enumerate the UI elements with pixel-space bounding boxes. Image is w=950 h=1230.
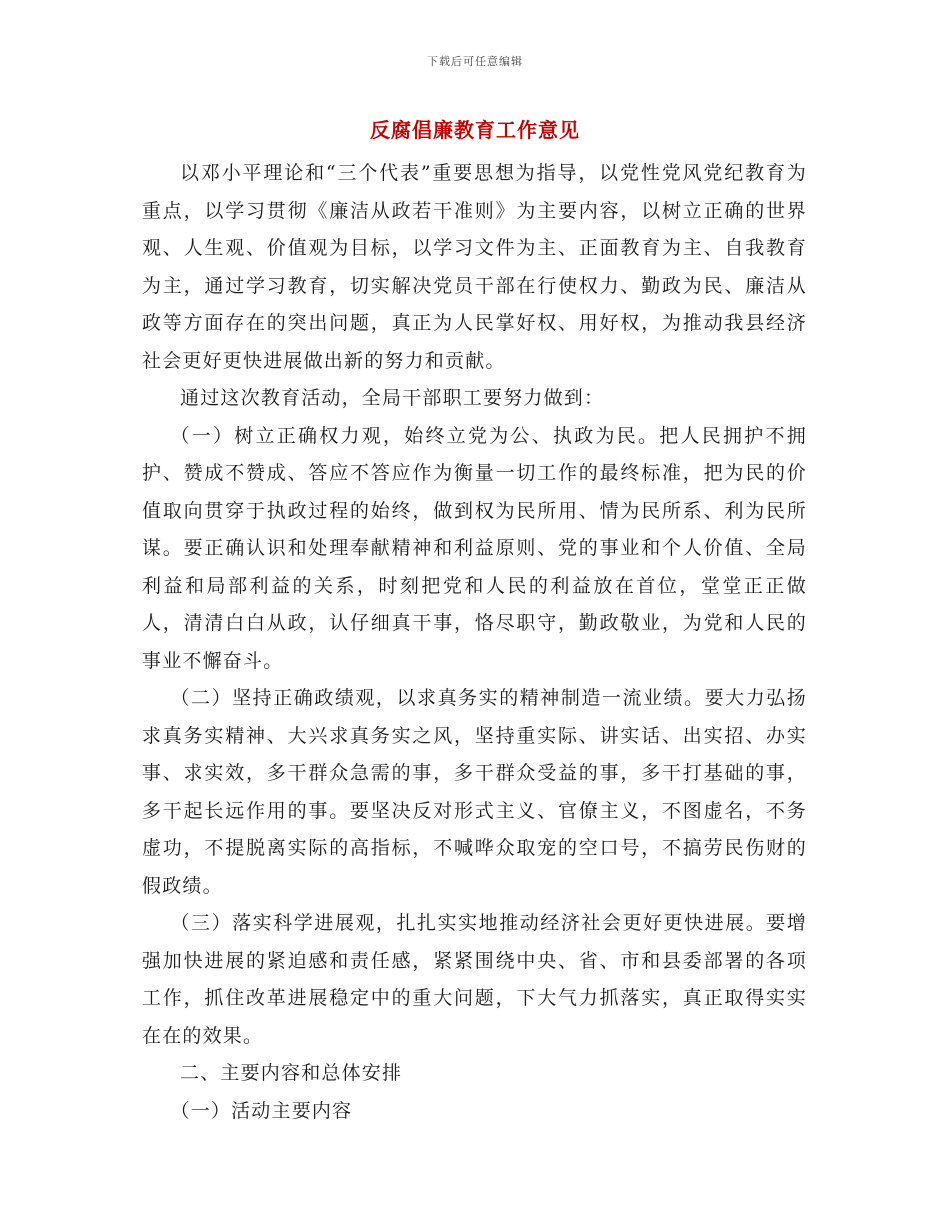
subsection-heading-1: （一）活动主要内容 [170,1099,353,1122]
paragraph-item-3: （三）落实科学进展观，扎扎实实地推动经济社会更好更快进展。要增强加快进展的紧迫感和责任感，紧紧围绕中央、省、市和县委部署的各项工作，抓住改革进展稳定中的重大问题，下大气力抓落实，真正取得实实在在的效果。 [142,912,807,1047]
header-note: 下载后可任意编辑 [427,55,523,68]
paragraph-goals-lead: 通过这次教育活动，全局干部职工要努力做到： [180,387,605,409]
document-title: 反腐倡廉教育工作意见 [370,118,580,142]
paragraph-item-2: （二）坚持正确政绩观，以求真务实的精神制造一流业绩。要大力弘扬求真务实精神、大兴求真务实之风，坚持重实际、讲实话、出实招、办实事、求实效，多干群众急需的事，多干群众受益的事，多干打基础的事，多干起长远作用的事。要坚决反对形式主义、官僚主义，不图虚名，不务虚功，不提脱离实际的高指标，不喊哗众取宠的空口号，不搞劳民伤财的假政绩。 [142,687,807,897]
paragraph-item-1: （一）树立正确权力观，始终立党为公、执政为民。把人民拥护不拥护、赞成不赞成、答应不答应作为衡量一切工作的最终标准，把为民的价值取向贯穿于执政过程的始终，做到权为民所用、情为民所系、利为民所谋。要正确认识和处理奉献精神和利益原则、党的事业和个人价值、全局利益和局部利益的关系，时刻把党和人民的利益放在首位，堂堂正正做人，清清白白从政，认仔细真干事，恪尽职守，勤政敬业，为党和人民的事业不懈奋斗。 [142,424,807,672]
document-body [142,155,807,1130]
paragraph-intro: 以邓小平理论和“三个代表”重要思想为指导，以党性党风党纪教育为重点，以学习贯彻《廉洁从政若干准则》为主要内容，以树立正确的世界观、人生观、价值观为目标，以学习文件为主、正面教育为主、自我教育为主，通过学习教育，切实解决党员干部在行使权力、勤政为民、廉洁从政等方面存在的突出问题，真正为人民掌好权、用好权，为推动我县经济社会更好更快进展做出新的努力和贡献。 [142,162,807,372]
section-heading-2: 二、主要内容和总体安排 [180,1062,403,1084]
